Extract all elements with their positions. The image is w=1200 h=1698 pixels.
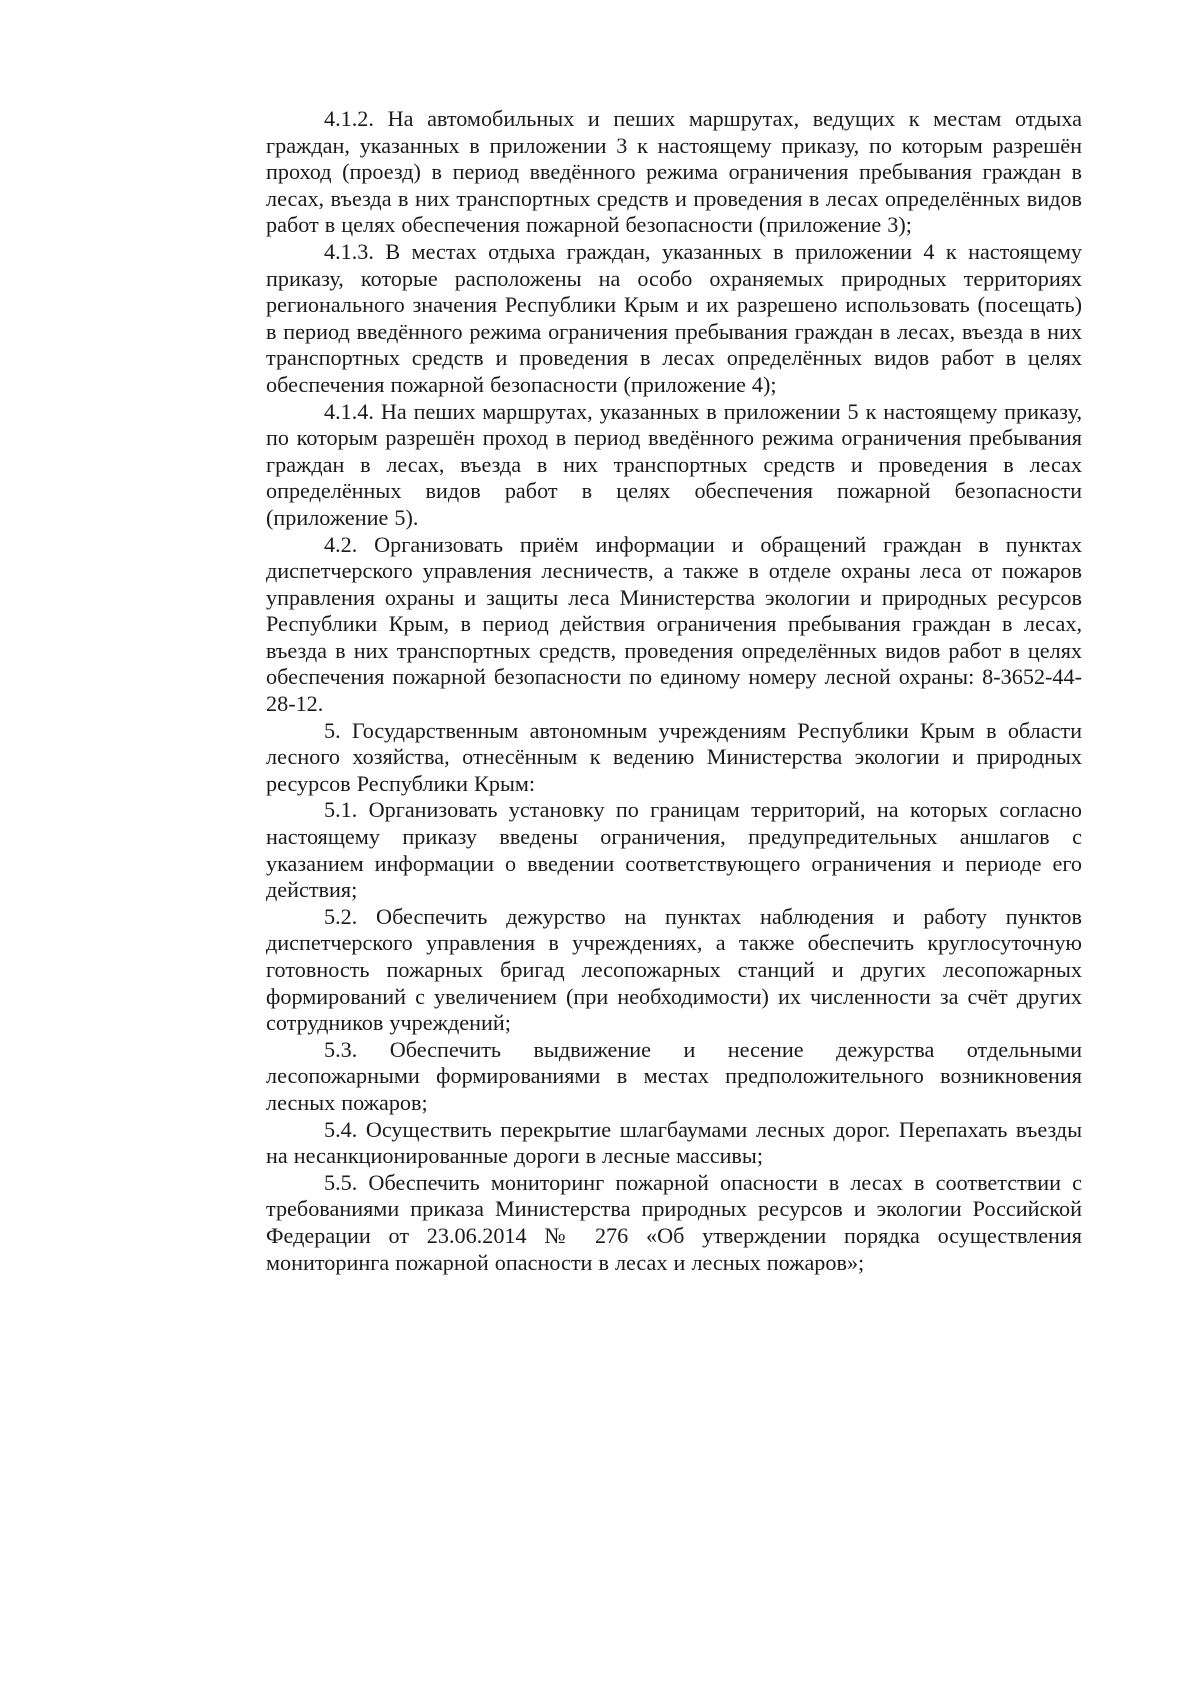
paragraph-5-2: 5.2. Обеспечить дежурство на пунктах наблюдения и работу пунктов диспетчерского управления в учреждениях, а также обеспечить круглосуточную готовность пожарных бригад лесопожарных станций и других лесопожарных формирований с увеличением (при необходимости) их численности за счёт других сотрудников учреждений;: [266, 903, 1082, 1036]
paragraph-5-4: 5.4. Осуществить перекрытие шлагбаумами лесных дорог. Перепахать въезды на несанкционированные дороги в лесные массивы;: [266, 1116, 1082, 1169]
paragraph-4-2: 4.2. Организовать приём информации и обращений граждан в пунктах диспетчерского управления лесничеств, а также в отделе охраны леса от пожаров управления охраны и защиты леса Министерства экологии и природных ресурсов Республики Крым, в период действия ограничения пребывания граждан в лесах, въезда в них транспортных средств, проведения определённых видов работ в целях обеспечения пожарной безопасности по единому номеру лесной охраны: 8-3652-44-28-12.: [266, 531, 1082, 717]
paragraph-5-5: 5.5. Обеспечить мониторинг пожарной опасности в лесах в соответствии с требованиями приказа Министерства природных ресурсов и экологии Российской Федерации от 23.06.2014 № 276 «Об утверждении порядка осуществления мониторинга пожарной опасности в лесах и лесных пожаров»;: [266, 1169, 1082, 1275]
document-page: [266, 106, 1082, 1276]
paragraph-5-3: 5.3. Обеспечить выдвижение и несение дежурства отдельными лесопожарными формированиями в местах предположительного возникновения лесных пожаров;: [266, 1036, 1082, 1115]
paragraph-4-1-2: 4.1.2. На автомобильных и пеших маршрутах, ведущих к местам отдыха граждан, указанных в приложении 3 к настоящему приказу, по которым разрешён проход (проезд) в период введённого режима ограничения пребывания граждан в лесах, въезда в них транспортных средств и проведения в лесах определённых видов работ в целях обеспечения пожарной безопасности (приложение 3);: [266, 106, 1082, 238]
paragraph-4-1-4: 4.1.4. На пеших маршрутах, указанных в приложении 5 к настоящему приказу, по которым разрешён проход в период введённого режима ограничения пребывания граждан в лесах, въезда в них транспортных средств и проведения в лесах определённых видов работ в целях обеспечения пожарной безопасности (приложение 5).: [266, 398, 1082, 530]
paragraph-4-1-3: 4.1.3. В местах отдыха граждан, указанных в приложении 4 к настоящему приказу, которые расположены на особо охраняемых природных территориях регионального значения Республики Крым и их разрешено использовать (посещать) в период введённого режима ограничения пребывания граждан в лесах, въезда в них транспортных средств и проведения в лесах определённых видов работ в целях обеспечения пожарной безопасности (приложение 4);: [266, 238, 1082, 397]
paragraph-5-1: 5.1. Организовать установку по границам территорий, на которых согласно настоящему приказу введены ограничения, предупредительных аншлагов с указанием информации о введении соответствующего ограничения и периоде его действия;: [266, 797, 1082, 903]
paragraph-5: 5. Государственным автономным учреждениям Республики Крым в области лесного хозяйства, отнесённым к ведению Министерства экологии и природных ресурсов Республики Крым:: [266, 717, 1082, 796]
